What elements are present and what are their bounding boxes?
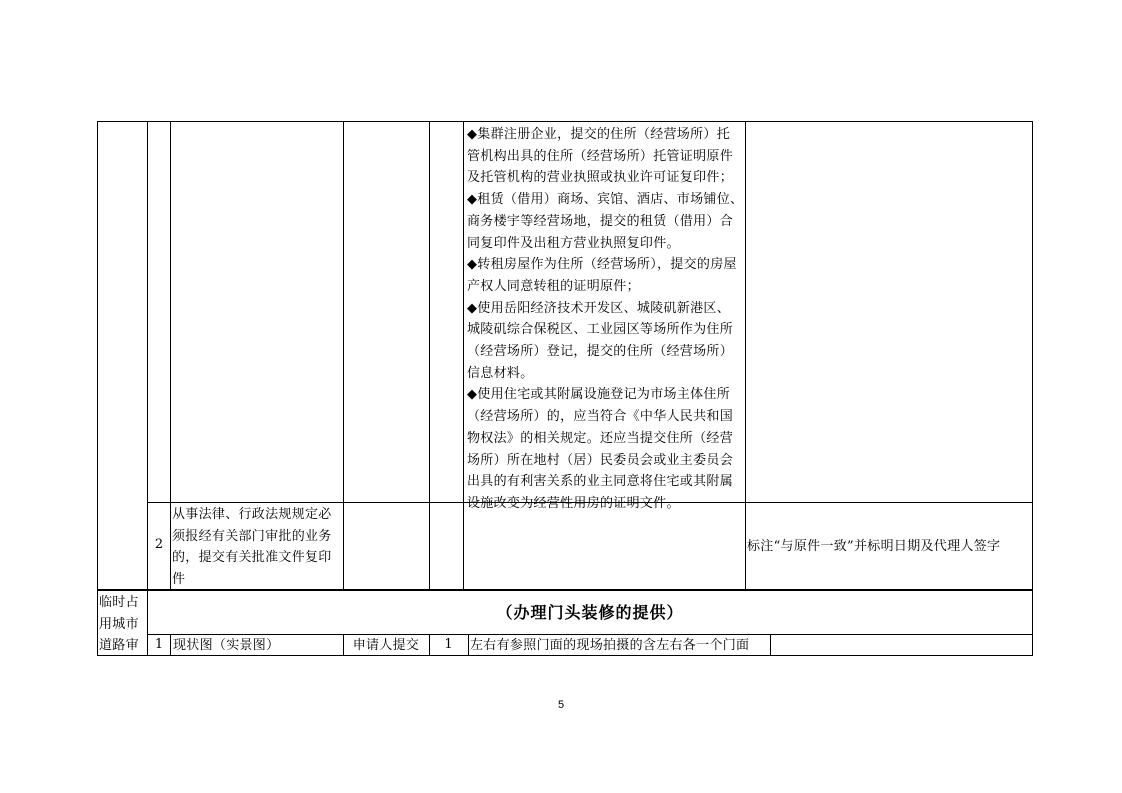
materials-line: ◆租赁（借用）商场、宾馆、酒店、市场铺位、 — [467, 192, 744, 208]
materials-line: 设施改变为经营性用房的证明文件。 — [467, 495, 680, 511]
grid-line — [97, 121, 1033, 122]
materials-line: ◆使用岳阳经济技术开发区、城陵矶新港区、 — [467, 300, 730, 316]
materials-line: （经营场所）的，应当符合《中华人民共和国 — [467, 409, 734, 425]
copy-count: 1 — [444, 637, 453, 652]
grid-line — [770, 634, 771, 656]
materials-line: 同复印件及出租方营业执照复印件。 — [467, 235, 680, 251]
material-name-line: 的，提交有关批准文件复印 — [172, 550, 332, 566]
grid-line — [147, 121, 148, 656]
materials-line: ◆转租房屋作为住所（经营场所），提交的房屋 — [467, 257, 737, 273]
materials-line: （经营场所）登记，提交的住所（经营场所） — [467, 344, 734, 360]
category-line: 道路审 — [99, 638, 139, 654]
materials-line: 产权人同意转租的证明原件； — [467, 278, 640, 294]
page-number: 5 — [557, 699, 565, 711]
grid-line — [1032, 121, 1033, 656]
material-name — [172, 504, 344, 591]
section-title: （办理门头装修的提供） — [496, 603, 684, 622]
materials-line: 商务楼宇等经营场地，提交的租赁（借用）合 — [467, 213, 734, 229]
material-name-line: 件 — [172, 572, 186, 588]
material-name-line: 从事法律、行政法规规定必 — [172, 507, 332, 522]
grid-line — [170, 634, 171, 656]
grid-line — [463, 121, 464, 590]
category-label — [99, 592, 147, 657]
materials-line: 城陵矶综合保税区、工业园区等场所作为住所 — [467, 322, 734, 338]
materials-line: 出具的有利害关系的业主同意将住宅或其附属 — [467, 474, 734, 490]
category-line: 用城市 — [99, 616, 139, 632]
materials-line: ◆使用住宅或其附属设施登记为市场主体住所 — [467, 387, 730, 403]
grid-line — [468, 634, 469, 656]
materials-line: 场所）所在地村（居）民委员会或业主委员会 — [467, 452, 734, 468]
grid-line — [170, 121, 171, 590]
category-line: 临时占 — [99, 595, 139, 610]
row-index: 2 — [154, 537, 164, 552]
materials-line: 管机构出具的住所（经营场所）托管证明原件 — [467, 148, 734, 164]
material-name-line: 须报经有关部门审批的业务 — [172, 528, 332, 544]
materials-line: 物权法》的相关规定。还应当提交住所（经营 — [467, 430, 734, 446]
materials-description — [467, 124, 747, 515]
remark-text: 标注“与原件一致”并标明日期及代理人签字 — [747, 539, 1001, 554]
grid-line — [97, 121, 98, 656]
grid-line — [429, 121, 430, 590]
requirement-text: 左右有参照门面的现场拍摄的含左右各一个门面 — [470, 638, 750, 653]
material-name: 现状图（实景图） — [173, 638, 280, 653]
materials-line: 信息材料。 — [467, 365, 534, 381]
materials-line: ◆集群注册企业，提交的住所（经营场所）托 — [467, 127, 730, 142]
row-index: 1 — [154, 637, 164, 652]
materials-line: 及托管机构的营业执照或执业许可证复印件； — [467, 170, 734, 186]
material-source: 申请人提交 — [352, 638, 420, 653]
